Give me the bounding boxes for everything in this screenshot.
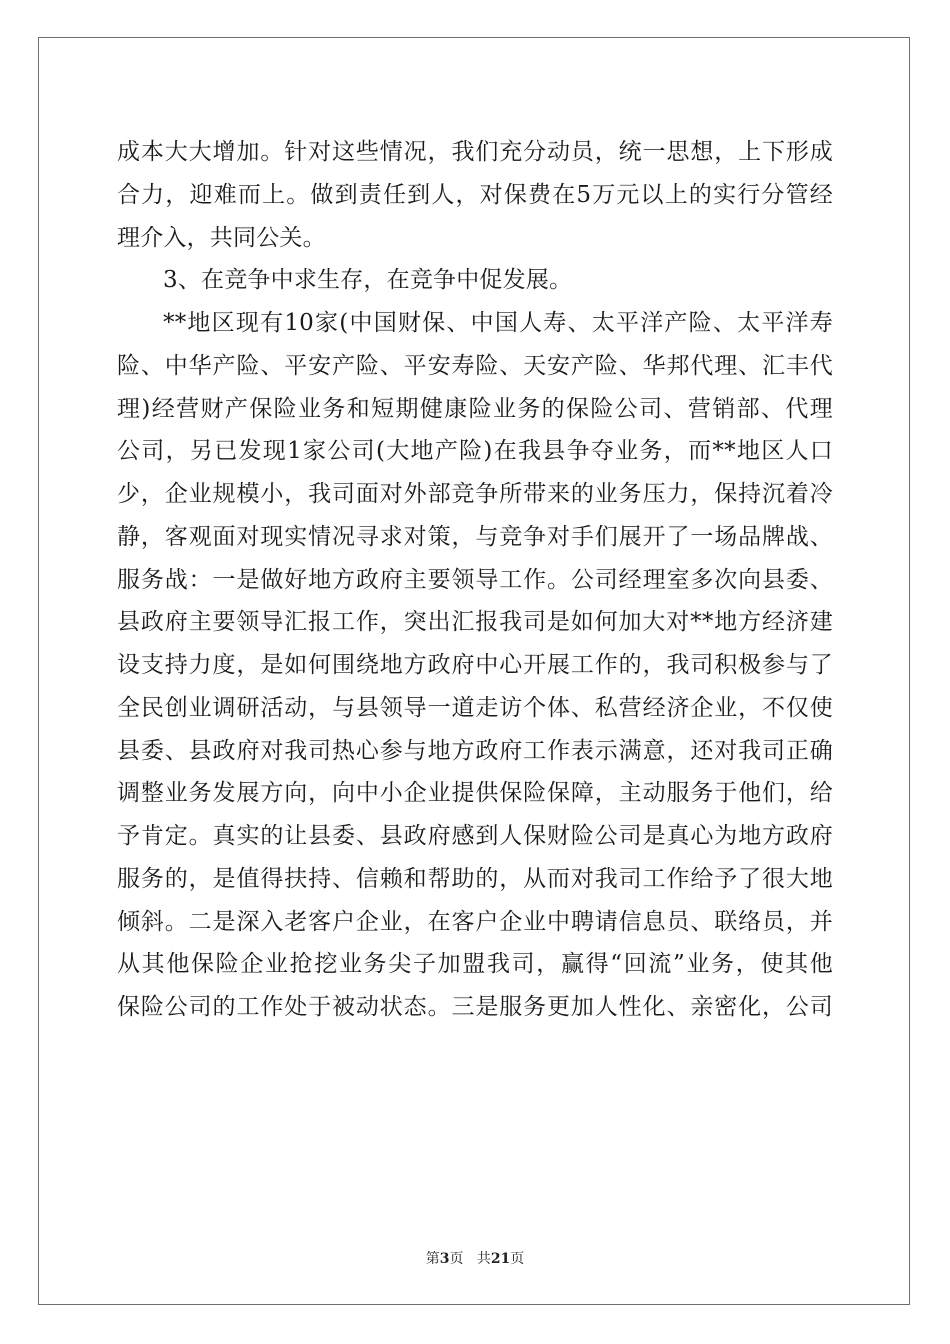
footer-page-unit: 页 (449, 1251, 464, 1267)
footer-total-pages: 21 (490, 1251, 511, 1267)
text-line: 保险公司的工作处于被动状态。三是服务更加人性化、亲密化，公司 (117, 994, 833, 1020)
footer-total-prefix: 共 (476, 1251, 491, 1267)
page-footer (0, 1248, 950, 1268)
text-line: 合力，迎难而上。做到责任到人，对保费在5万元以上的实行分管经 (117, 181, 833, 208)
text-line: 全民创业调研活动，与县领导一道走访个体、私营经济企业，不仅使 (117, 694, 833, 721)
text-line: 从其他保险企业抢挖业务尖子加盟我司，赢得“回流”业务，使其他 (117, 951, 833, 978)
text-line: 倾斜。二是深入老客户企业，在客户企业中聘请信息员、联络员，并 (117, 908, 833, 935)
text-line: 少，企业规模小，我司面对外部竞争所带来的业务压力，保持沉着冷 (117, 481, 833, 507)
footer-page-number: 3 (439, 1251, 450, 1267)
footer-total-unit: 页 (510, 1251, 525, 1267)
text-line: 成本大大增加。针对这些情况，我们充分动员，统一思想，上下形成 (117, 139, 833, 165)
text-line: 理介入，共同公关。 (117, 224, 326, 251)
text-line: 险、中华产险、平安产险、平安寿险、天安产险、华邦代理、汇丰代 (117, 352, 833, 379)
document-body (117, 131, 833, 1029)
text-line: 静，客观面对现实情况寻求对策，与竞争对手们展开了一场品牌战、 (117, 523, 833, 550)
text-line: 公司，另已发现1家公司(大地产险)在我县争夺业务，而**地区人口 (117, 438, 833, 465)
footer-page-prefix: 第 (425, 1251, 440, 1267)
text-line: 县委、县政府对我司热心参与地方政府工作表示满意，还对我司正确 (117, 737, 833, 764)
text-line: 予肯定。真实的让县委、县政府感到人保财险公司是真心为地方政府 (117, 823, 833, 849)
text-line: **地区现有10家(中国财保、中国人寿、太平洋产险、太平洋寿 (163, 310, 833, 336)
text-line: 服务战：一是做好地方政府主要领导工作。公司经理室多次向县委、 (117, 566, 833, 593)
section-heading: 3、在竞争中求生存，在竞争中促发展。 (163, 267, 573, 294)
text-line: 服务的，是值得扶持、信赖和帮助的，从而对我司工作给予了很大地 (117, 865, 833, 892)
text-line: 调整业务发展方向，向中小企业提供保险保障，主动服务于他们，给 (117, 780, 833, 807)
text-line: 设支持力度，是如何围绕地方政府中心开展工作的，我司积极参与了 (117, 652, 833, 678)
text-line: 县政府主要领导汇报工作，突出汇报我司是如何加大对**地方经济建 (117, 609, 833, 636)
text-line: 理)经营财产保险业务和短期健康险业务的保险公司、营销部、代理 (117, 395, 833, 422)
